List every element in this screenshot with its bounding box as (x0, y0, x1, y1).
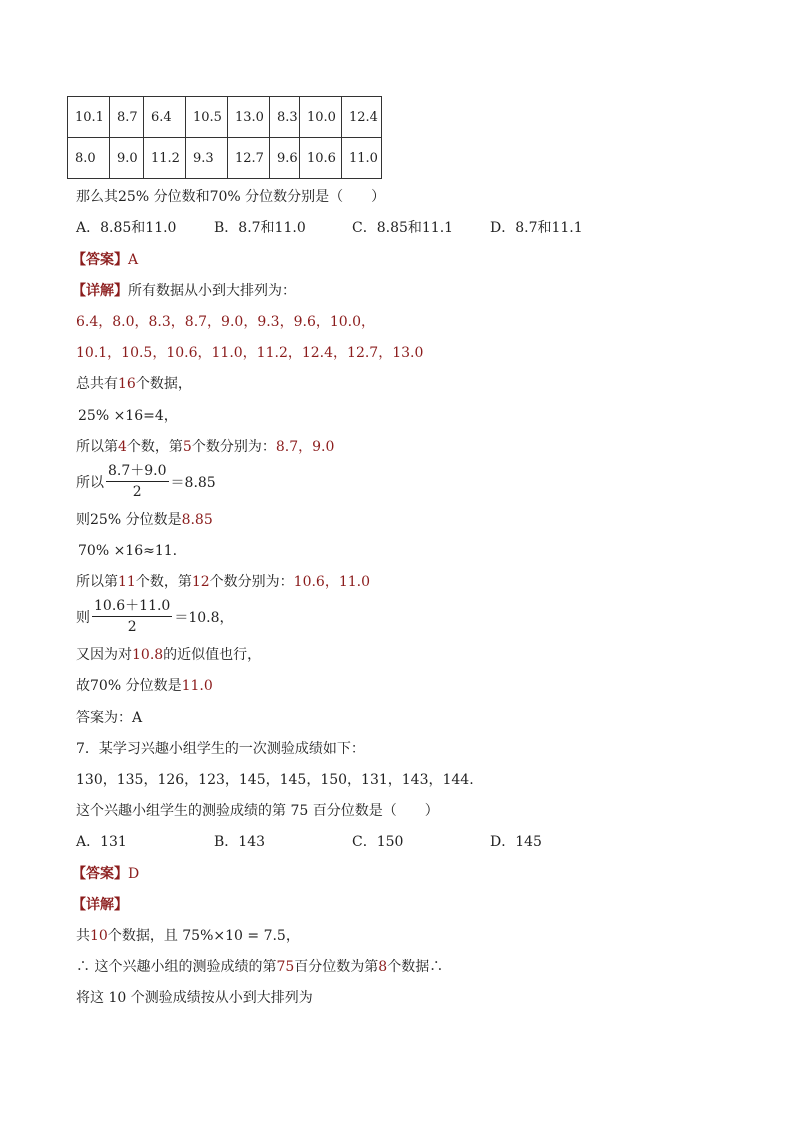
text: 共 (76, 928, 90, 944)
q6-option-b: B．8.7和11.0 (214, 220, 306, 236)
q7-option-c: C．150 (352, 834, 404, 850)
table-row (68, 138, 382, 179)
answer-label: 【答案】 (72, 866, 128, 882)
answer-value: A (128, 252, 139, 268)
approx-value: 10.8 (132, 647, 164, 663)
table-cell: 11.2 (144, 138, 186, 179)
table-cell: 12.4 (342, 97, 382, 138)
q7-option-a: A．131 (76, 834, 127, 850)
index-11: 11 (118, 574, 136, 590)
q6-option-c: C．8.85和11.1 (352, 220, 454, 236)
q7-stem: 7．某学习兴趣小组学生的一次测验成绩如下： (76, 741, 365, 757)
fraction-result: ＝10.8， (174, 609, 234, 626)
text: 则 (76, 609, 90, 626)
q7-count-line (76, 926, 300, 946)
table-row (68, 97, 382, 138)
result-value: 11.0 (181, 678, 213, 694)
detail-label: 【详解】 (72, 283, 128, 299)
answer-label: 【答案】 (72, 252, 128, 268)
fraction-1 (106, 461, 169, 502)
text: 则25% 分位数是 (76, 512, 182, 528)
q6-stem: 那么其25% 分位数和70% 分位数分别是（ ） (76, 189, 386, 205)
text: 故70% 分位数是 (76, 678, 182, 694)
fraction-denominator: 2 (132, 484, 142, 500)
q7-sort-line: 将这 10 个测验成绩按从小到大排列为 (76, 990, 313, 1006)
table-cell: 10.6 (300, 138, 342, 179)
table-cell: 8.7 (110, 97, 144, 138)
table-cell: 9.3 (186, 138, 228, 179)
q7-option-b: B．143 (214, 834, 266, 850)
text: 个数据， (135, 376, 192, 392)
index-5: 5 (182, 439, 192, 455)
position-value: 8 (378, 959, 388, 975)
q7-option-d: D．145 (490, 834, 542, 850)
text: 个数，第 (126, 439, 183, 455)
text: 个数分别为： (209, 574, 294, 590)
fraction-1-line (76, 461, 216, 502)
pick-2-line (76, 572, 370, 592)
sorted-line-2: 10.1，10.5，10.6，11.0，11.2，12.4，12.7，13.0 (76, 345, 424, 361)
fraction-denominator: 2 (127, 619, 137, 635)
table-cell: 8.0 (68, 138, 110, 179)
index-4: 4 (118, 439, 127, 455)
result-value: 8.85 (181, 512, 213, 528)
calc-70-line: 70% ×16≈11. (78, 543, 178, 559)
q7-therefore-line (76, 957, 443, 977)
final-answer-line: 答案为：A (76, 710, 143, 726)
text: 个数分别为： (191, 439, 276, 455)
q7-answer (72, 864, 139, 884)
result-70-line (76, 676, 213, 696)
pick-values: 10.6，11.0 (293, 574, 370, 590)
text: 个数据∴ (387, 959, 444, 975)
fraction-numerator: 8.7＋9.0 (106, 461, 169, 482)
table-cell: 10.0 (300, 97, 342, 138)
fraction-result: ＝8.85 (170, 474, 216, 491)
text: 所以第 (76, 439, 118, 455)
table-cell: 12.7 (228, 138, 270, 179)
fraction-numerator: 10.6＋11.0 (92, 596, 172, 617)
text: 的近似值也行， (163, 647, 262, 663)
table-cell: 13.0 (228, 97, 270, 138)
table-cell: 10.1 (68, 97, 110, 138)
table-cell: 6.4 (144, 97, 186, 138)
q6-option-d: D．8.7和11.1 (490, 220, 583, 236)
index-12: 12 (191, 574, 210, 590)
total-count: 16 (118, 376, 136, 392)
detail-text: 所有数据从小到大排列为： (128, 283, 296, 299)
table-cell: 9.0 (110, 138, 144, 179)
q6-detail (72, 281, 296, 301)
text: ∴ 这个兴趣小组的测验成绩的第 (76, 959, 277, 975)
fraction-2 (92, 596, 172, 637)
calc-25-line: 25% ×16=4， (78, 408, 178, 424)
data-table (67, 96, 382, 179)
q7-question: 这个兴趣小组学生的测验成绩的第 75 百分位数是（ ） (76, 803, 439, 819)
text: 总共有 (76, 376, 118, 392)
answer-value: D (128, 866, 140, 882)
text: 百分位数为第 (294, 959, 379, 975)
text: 又因为对 (76, 647, 132, 663)
result-25-line (76, 510, 213, 530)
pick-values: 8.7，9.0 (275, 439, 335, 455)
detail-label: 【详解】 (72, 897, 128, 913)
sorted-line-1: 6.4，8.0，8.3，8.7，9.0，9.3，9.6，10.0， (76, 314, 376, 330)
count-value: 10 (90, 928, 108, 944)
fraction-2-line (76, 596, 234, 637)
pick-1-line (76, 437, 334, 457)
table-cell: 9.6 (270, 138, 300, 179)
q6-option-a: A．8.85和11.0 (76, 220, 177, 236)
table-cell: 10.5 (186, 97, 228, 138)
q7-detail (72, 895, 128, 915)
text: 个数据，且 75%×10 = 7.5， (107, 928, 300, 944)
q7-scores: 130，135，126，123，145，145，150，131，143，144. (76, 772, 474, 788)
text: 所以第 (76, 574, 118, 590)
q6-answer (72, 250, 138, 270)
text: 个数，第 (135, 574, 192, 590)
table-cell: 11.0 (342, 138, 382, 179)
percentile-value: 75 (276, 959, 295, 975)
total-count-line (76, 374, 192, 394)
table-cell: 8.3 (270, 97, 300, 138)
text: 所以 (76, 474, 104, 491)
approx-line (76, 645, 261, 665)
